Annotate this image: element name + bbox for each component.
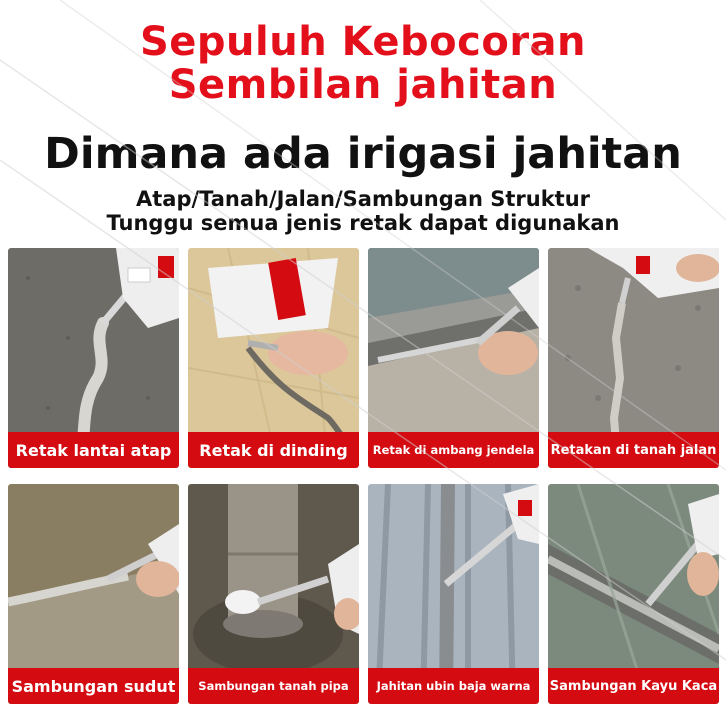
subheadline-usage: Tunggu semua jenis retak dapat digunakan — [106, 211, 620, 235]
caption-6: Sambungan tanah pipa — [188, 668, 359, 704]
headline-line-1: Sepuluh Kebocoran — [139, 19, 587, 65]
photo-tile-steel-seam — [368, 484, 539, 704]
caption-5: Sambungan sudut — [8, 668, 179, 704]
headline-line-2: Sembilan jahitan — [168, 62, 558, 108]
photo-tile-road-crack — [548, 248, 719, 468]
caption-1: Retak lantai atap — [8, 432, 179, 468]
photo-tile-window-sill — [368, 248, 539, 468]
application-photo-grid — [8, 248, 719, 720]
photo-tile-wall-crack — [188, 248, 359, 468]
caption-4: Retakan di tanah jalan — [548, 432, 719, 468]
caption-8: Sambungan Kayu Kaca — [548, 668, 719, 704]
caption-7: Jahitan ubin baja warna — [368, 668, 539, 704]
headline-line-3: Dimana ada irigasi jahitan — [44, 129, 682, 179]
photo-tile-wood-glass — [548, 484, 719, 704]
photo-tile-roof-floor-crack — [8, 248, 179, 468]
photo-tile-corner-joint — [8, 484, 179, 704]
photo-tile-pipe-joint — [188, 484, 359, 704]
subheadline-surfaces: Atap/Tanah/Jalan/Sambungan Struktur — [135, 187, 591, 211]
caption-3: Retak di ambang jendela — [368, 432, 539, 468]
caption-2: Retak di dinding — [188, 432, 359, 468]
